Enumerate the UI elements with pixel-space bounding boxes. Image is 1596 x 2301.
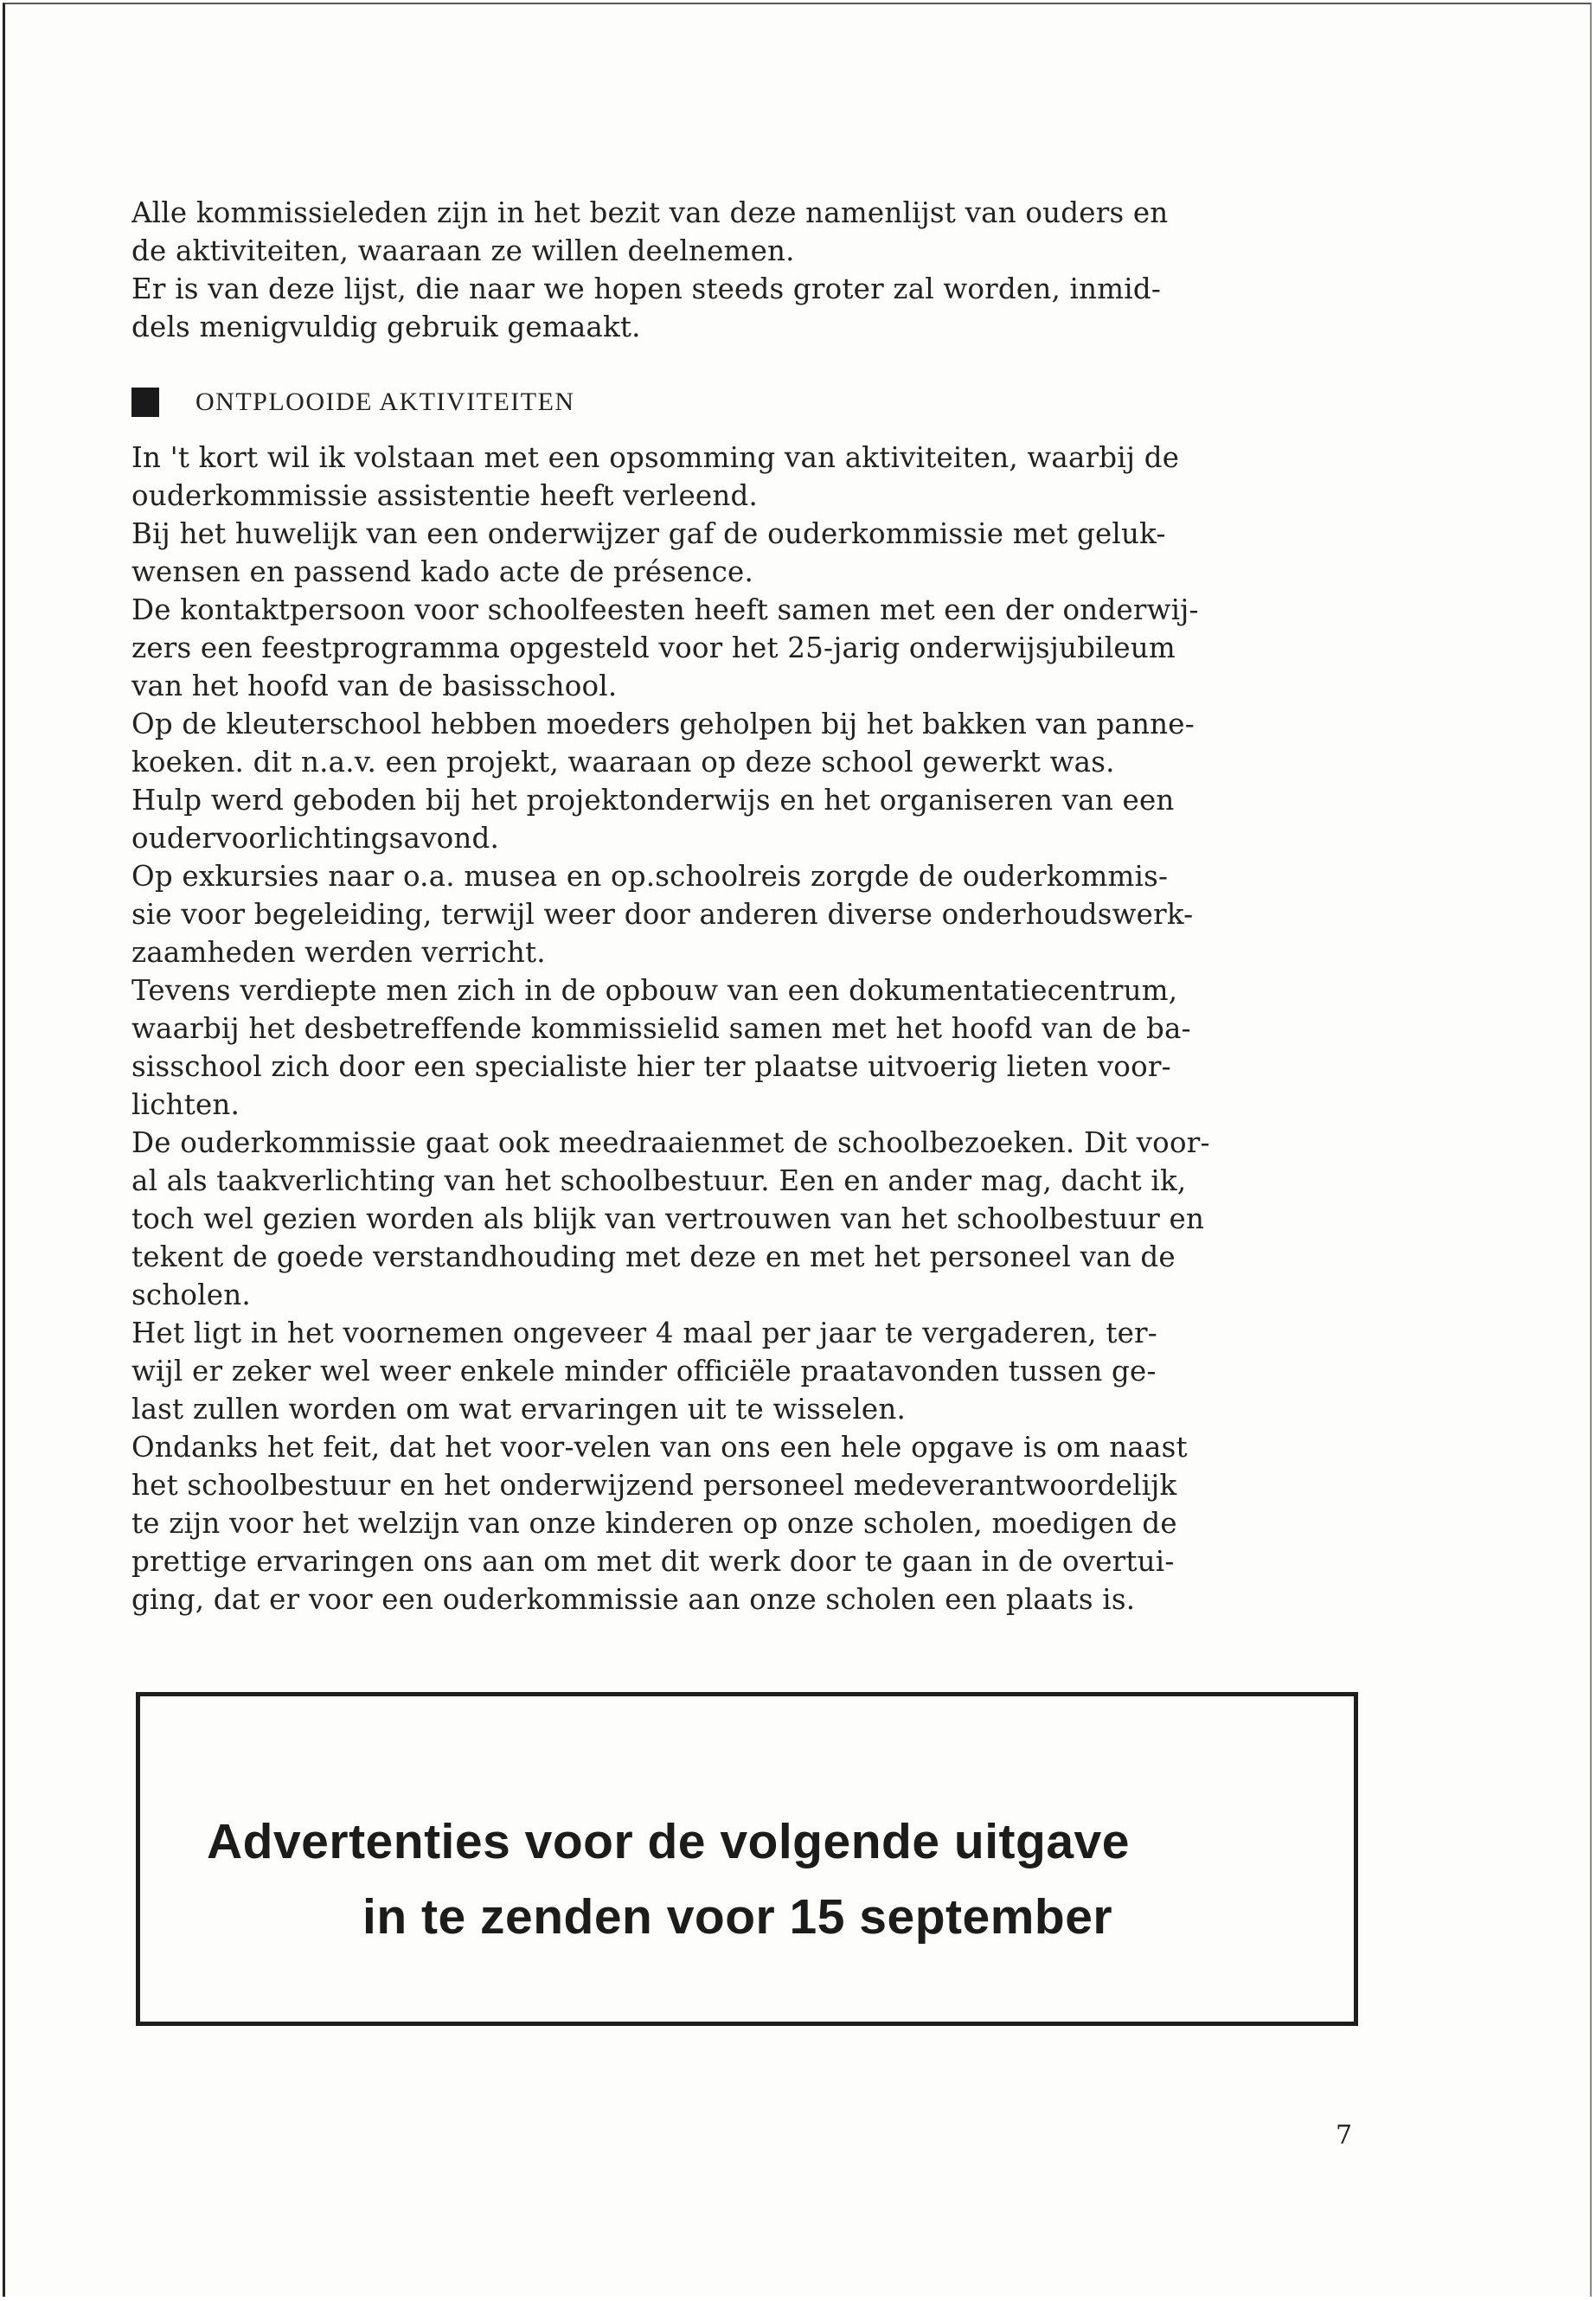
- text-line: tekent de goede verstandhouding met deze en met het personeel van de: [131, 1240, 1176, 1273]
- text-line: Op exkursies naar o.a. musea en op.schoolreis zorgde de ouderkommis-: [131, 860, 1169, 893]
- text-line: scholen.: [131, 1279, 251, 1311]
- text-line: De kontaktpersoon voor schoolfeesten heeft samen met een der onderwij-: [131, 593, 1199, 626]
- text-line: prettige ervaringen ons aan om met dit werk door te gaan in de overtui-: [131, 1545, 1175, 1578]
- text-line: last zullen worden om wat ervaringen uit te wisselen.: [131, 1393, 907, 1426]
- intro-paragraph: [131, 194, 1386, 346]
- text-line: Tevens verdiepte men zich in de opbouw van een dokumentatiecentrum,: [131, 974, 1178, 1007]
- text-line: sie voor begeleiding, terwijl weer door anderen diverse onderhoudswerk-: [131, 898, 1194, 931]
- section-heading: [131, 385, 575, 420]
- advertisement-box: [136, 1692, 1358, 2026]
- text-line: Hulp werd geboden bij het projektonderwijs en het organiseren van een: [131, 784, 1175, 817]
- section-heading-text: ONTPLOOIDE AKTIVITEITEN: [195, 388, 575, 416]
- text-line: ouderkommissie assistentie heeft verleend.: [131, 479, 759, 512]
- body-text: [131, 439, 1386, 1618]
- page-number: 7: [1336, 2120, 1353, 2150]
- text-line: oudervoorlichtingsavond.: [131, 822, 500, 855]
- text-line: te zijn voor het welzijn van onze kinderen op onze scholen, moedigen de: [131, 1507, 1177, 1540]
- text-line: zaamheden werden verricht.: [131, 936, 546, 969]
- text-line: waarbij het desbetreffende kommissielid samen met het hoofd van de ba-: [131, 1012, 1191, 1045]
- text-line: dels menigvuldig gebruik gemaakt.: [131, 311, 641, 343]
- advertisement-line: in te zenden voor 15 september: [362, 1889, 1113, 1945]
- text-line: wijl er zeker wel weer enkele minder officiële praatavonden tussen ge-: [131, 1355, 1157, 1388]
- text-line: Het ligt in het voornemen ongeveer 4 maal per jaar te vergaderen, ter-: [131, 1317, 1157, 1349]
- text-line: koeken. dit n.a.v. een projekt, waaraan op deze school gewerkt was.: [131, 746, 1115, 779]
- square-bullet-icon: [131, 388, 159, 417]
- text-line: ging, dat er voor een ouderkommissie aan onze scholen een plaats is.: [131, 1583, 1136, 1616]
- text-line: lichten.: [131, 1088, 240, 1121]
- text-line: Ondanks het feit, dat het voor-velen van ons een hele opgave is om naast: [131, 1431, 1188, 1464]
- text-line: toch wel gezien worden als blijk van vertrouwen van het schoolbestuur en: [131, 1202, 1205, 1235]
- document-page: [3, 3, 1592, 2297]
- text-line: In 't kort wil ik volstaan met een opsomming van aktiviteiten, waarbij de: [131, 441, 1180, 474]
- text-line: wensen en passend kado acte de présence.: [131, 555, 754, 588]
- text-line: Op de kleuterschool hebben moeders geholpen bij het bakken van panne-: [131, 708, 1195, 740]
- text-line: al als taakverlichting van het schoolbestuur. Een en ander mag, dacht ik,: [131, 1164, 1187, 1197]
- text-line: Alle kommissieleden zijn in het bezit van deze namenlijst van ouders en: [131, 196, 1169, 229]
- text-line: zers een feestprogramma opgesteld voor het 25-jarig onderwijsjubileum: [131, 631, 1176, 664]
- text-line: De ouderkommissie gaat ook meedraaienmet de schoolbezoeken. Dit voor-: [131, 1126, 1210, 1159]
- text-line: het schoolbestuur en het onderwijzend personeel medeverantwoordelijk: [131, 1469, 1177, 1502]
- advertisement-line: Advertenties voor de volgende uitgave: [207, 1814, 1130, 1869]
- text-line: van het hoofd van de basisschool.: [131, 670, 618, 702]
- text-line: sisschool zich door een specialiste hier ter plaatse uitvoerig lieten voor-: [131, 1050, 1171, 1083]
- text-line: Er is van deze lijst, die naar we hopen steeds groter zal worden, inmid-: [131, 272, 1162, 305]
- text-line: de aktiviteiten, waaraan ze willen deelnemen.: [131, 234, 795, 267]
- text-line: Bij het huwelijk van een onderwijzer gaf de ouderkommissie met geluk-: [131, 517, 1166, 550]
